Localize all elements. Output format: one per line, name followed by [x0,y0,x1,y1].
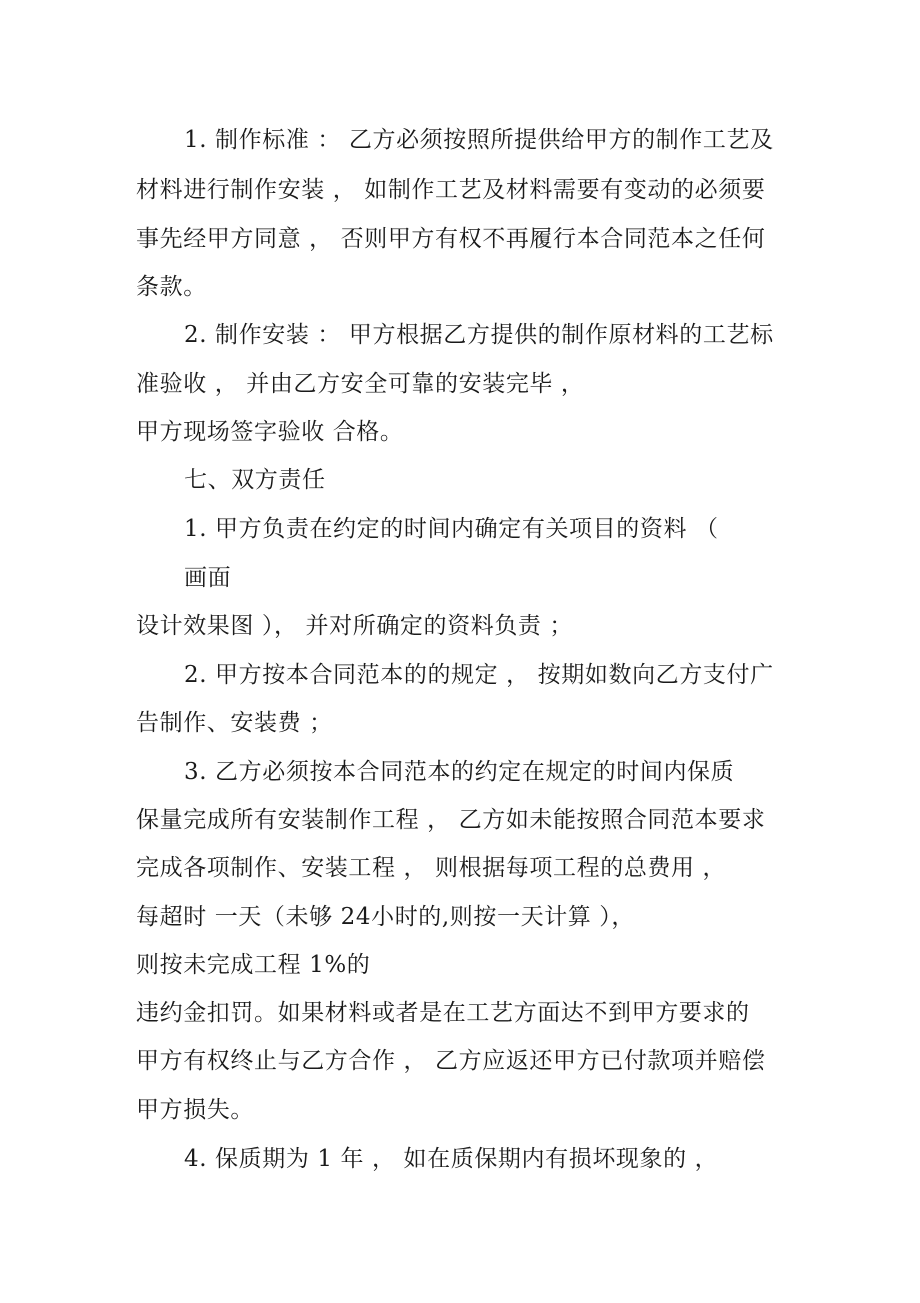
clause-party-b-obligations: 3. 乙方必须按本合同范本的约定在规定的时间内保质 [184,759,735,785]
text-line: 准验收 ， 并由乙方安全可靠的安装完毕 ， [136,371,585,397]
text-line: 甲方损失。 [136,1097,254,1123]
text-line: 事先经甲方同意 ， 否则甲方有权不再履行本合同范本之任何 [136,226,766,252]
text-line: 每超时 一天（未够 24小时的,则按一天计算 ）， [136,904,636,930]
text-line: 甲方有权终止与乙方合作 ， 乙方应返还甲方已付款项并赔偿 [136,1048,766,1074]
text-line: 告制作、安装费 ； [136,710,333,736]
text-line: 违约金扣罚。如果材料或者是在工艺方面达不到甲方要求的 [136,1000,750,1026]
clause-party-a-payment: 2. 甲方按本合同范本的的规定 ， 按期如数向乙方支付广 [184,662,774,688]
text-line: 条款。 [136,274,207,300]
text-line: 设计效果图 ）， 并对所确定的资料负责 ； [136,613,574,639]
text-line: 完成各项制作、安装工程 ， 则根据每项工程的总费用 ， [136,855,727,881]
text-line: 材料进行制作安装 ， 如制作工艺及材料需要有变动的必须要 [136,177,766,203]
text-line: 甲方现场签字验收 合格。 [136,419,404,445]
clause-warranty: 4. 保质期为 1 年 ， 如在质保期内有损坏现象的 ， [184,1146,719,1172]
clause-production-installation: 2. 制作安装 ： 甲方根据乙方提供的制作原材料的工艺标 [184,322,774,348]
text-line: 保量完成所有安装制作工程 ， 乙方如未能按照合同范本要求 [136,807,766,833]
section-heading: 七、双方责任 [184,467,326,493]
clause-production-standard: 1. 制作标准 ： 乙方必须按照所提供给甲方的制作工艺及 [184,127,774,153]
text-line: 则按未完成工程 1%的 [136,952,371,978]
clause-party-a-materials: 1. 甲方负责在约定的时间内确定有关项目的资料 （ [184,516,719,542]
text-line: 画面 [184,565,232,591]
